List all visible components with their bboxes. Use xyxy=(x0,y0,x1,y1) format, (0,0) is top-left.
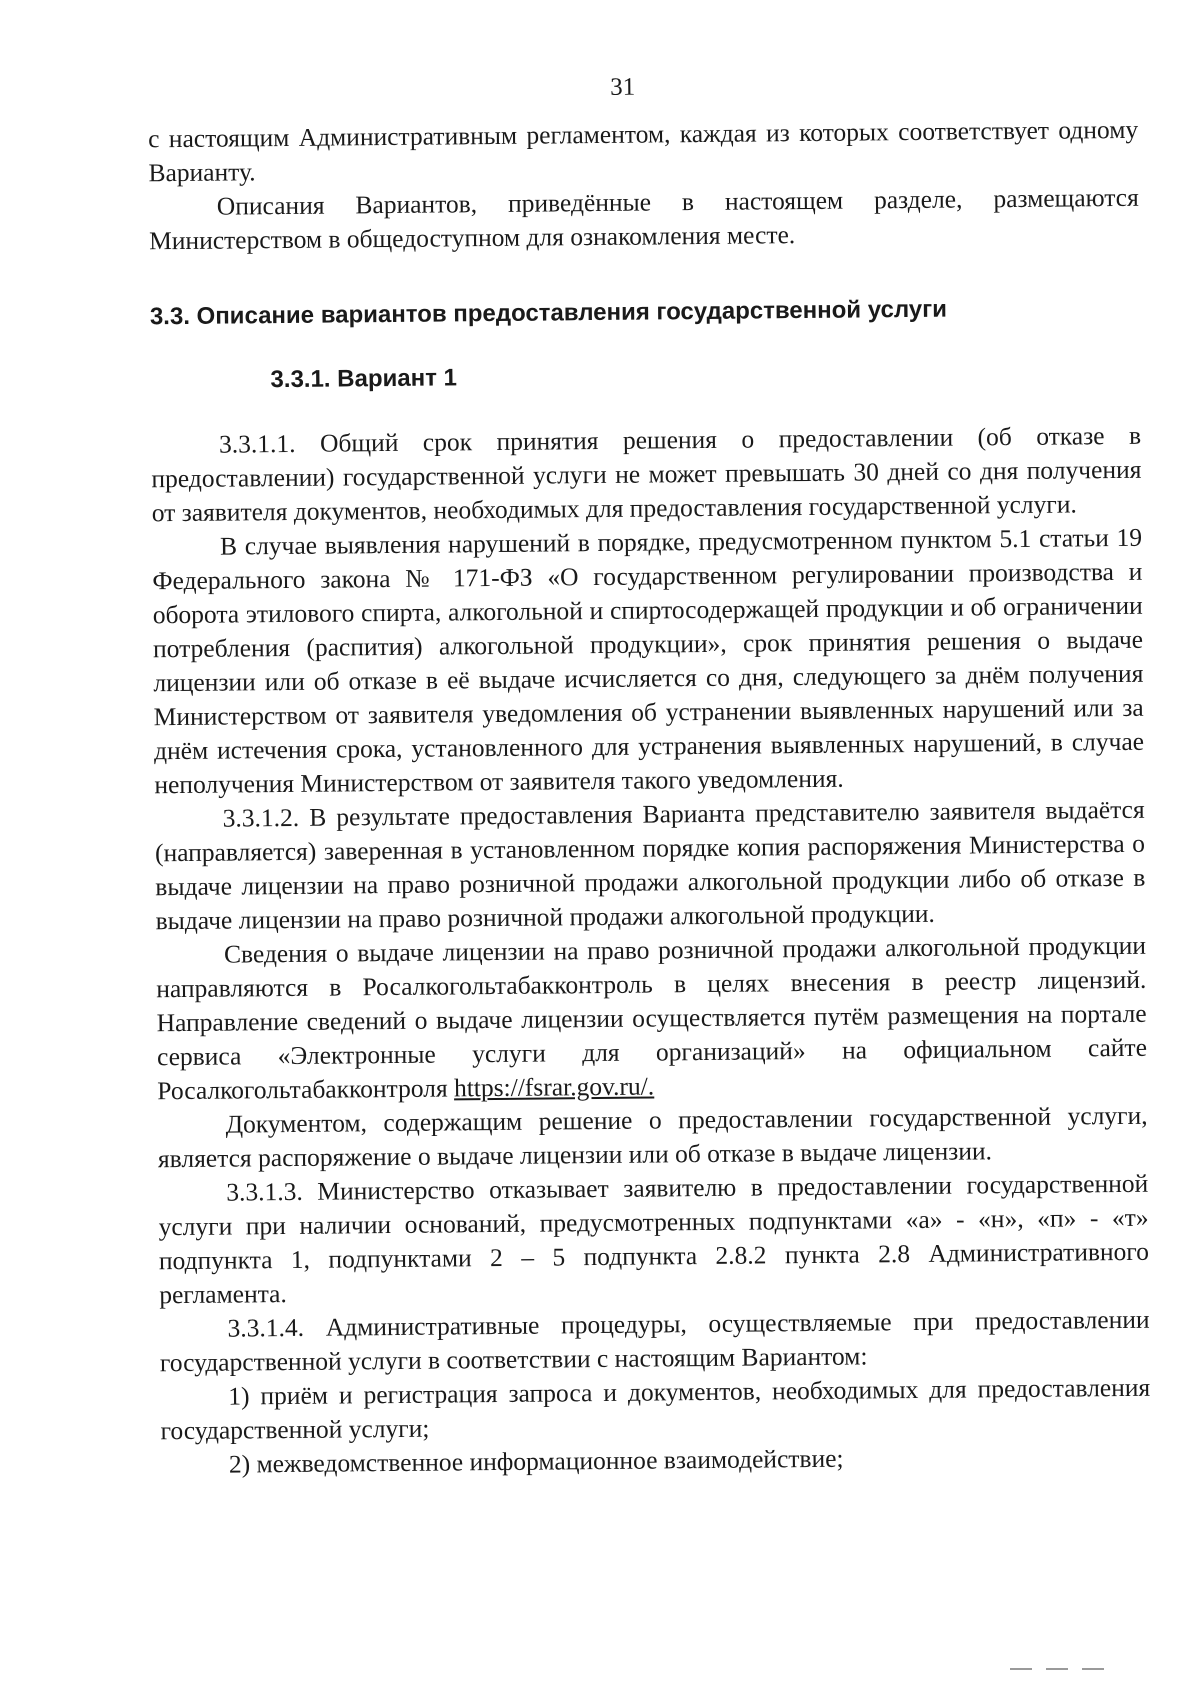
paragraph-decision-document: Документом, содержащим решение о предоставлении государственной услуги, является распоряжение о выдаче лицензии или об отказе в выдаче лицензии. xyxy=(157,1100,1148,1174)
scan-edge-marks xyxy=(1010,1668,1104,1670)
page-number: 31 xyxy=(610,73,636,101)
scan-mark xyxy=(1046,1668,1068,1670)
list-item-2: 2) межведомственное информационное взаимодействие; xyxy=(228,1443,844,1479)
paragraph-3-3-1-3: 3.3.1.3. Министерство отказывает заявителю в предоставлении государственной услуги при наличии оснований, предусмотренных подпунктами «а» - «н», «п» - «т» подпункта 1, подпунктами 2 – 5 подпункта 2.8.2 пункта 2.8 Административного регламента. xyxy=(158,1168,1150,1310)
document-body xyxy=(148,113,1151,1482)
section-heading: 3.3. Описание вариантов предоставления государственной услуги xyxy=(149,295,948,331)
scan-mark xyxy=(1082,1668,1104,1670)
variant-heading: 3.3.1. Вариант 1 xyxy=(270,364,458,394)
paragraph-violations: В случае выявления нарушений в порядке, предусмотренном пунктом 5.1 статьи 19 Федерального закона № 171-ФЗ «О государственном регулировании производства и оборота этилового спирта, алкогольной и спиртосодержащей продукции и об ограничении потребления (распития) алкогольной продукции», срок принятия решения о выдаче лицензии или об отказе в её выдаче исчисляется со дня, следующего за днём получения Министерством от заявителя уведомления об устранении выявленных нарушений или за днём истечения срока, установленного для устранения выявленных нарушений, в случае неполучения Министерством от заявителя такого уведомления. xyxy=(152,522,1145,800)
intro-paragraph-1: с настоящим Административным регламентом, каждая из которых соответствует одному Варианту. xyxy=(148,114,1139,188)
paragraph-3-3-1-2: 3.3.1.2. В результате предоставления Варианта представителю заявителя выдаётся (направляется) заверенная в установленном порядке копия распоряжения Министерства о выдаче лицензии на право розничной продажи алкогольной продукции либо об отказе в выдаче лицензии на право розничной продажи алкогольной продукции. xyxy=(154,794,1146,936)
fsrar-link[interactable]: https://fsrar.gov.ru/. xyxy=(453,1071,655,1103)
paragraph-3-3-1-1: 3.3.1.1. Общий срок принятия решения о предоставлении (об отказе в предоставлении) государственной услуги не может превышать 30 дней со дня получения от заявителя документов, необходимых для предоставления государственной услуги. xyxy=(151,420,1142,528)
paragraph-3-3-1-4: 3.3.1.4. Административные процедуры, осуществляемые при предоставлении государственной услуги в соответствии с настоящим Вариантом: xyxy=(159,1304,1150,1378)
list-item-1: 1) приём и регистрация запроса и документов, необходимых для предоставления государственной услуги; xyxy=(160,1372,1151,1446)
license-info-text: Сведения о выдаче лицензии на право розничной продажи алкогольной продукции направляются в Росалкогольтабакконтроль в целях внесения в реестр лицензий. Направление сведений о выдаче лицензии осуществляется путём размещения на портале сервиса «Электронные услуги для организаций» на официальном сайте Росалкогольтабакконтроля xyxy=(156,930,1148,1106)
paragraph-license-info xyxy=(156,929,1148,1108)
scan-mark xyxy=(1010,1668,1032,1670)
intro-paragraph-2: Описания Вариантов, приведённые в настоящем разделе, размещаются Министерством в общедоступном для ознакомления месте. xyxy=(149,182,1139,256)
